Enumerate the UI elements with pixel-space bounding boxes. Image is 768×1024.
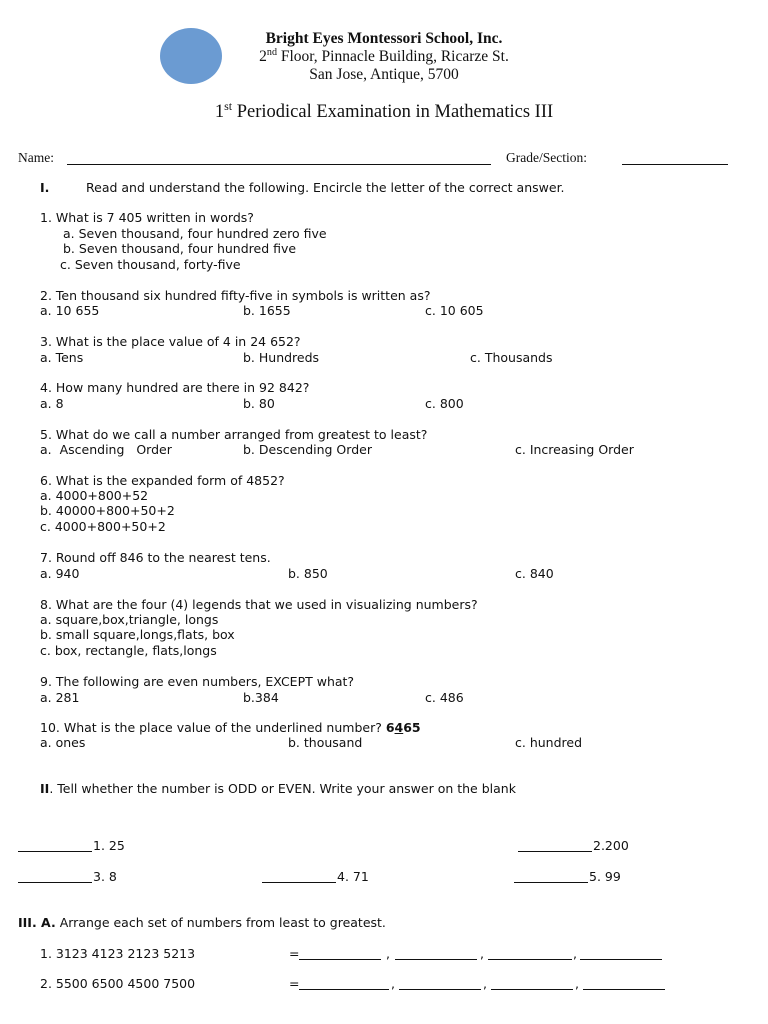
- option-b[interactable]: b. Hundreds: [243, 350, 320, 365]
- option-b[interactable]: b. Seven thousand, four hundred five: [63, 241, 297, 256]
- option-a[interactable]: a. 4000+800+52: [40, 488, 149, 503]
- part3-instruction: III. A. Arrange each set of numbers from least to greatest.: [18, 915, 386, 930]
- option-c[interactable]: c. hundred: [515, 735, 583, 750]
- answer-blank[interactable]: [18, 882, 92, 883]
- option-c[interactable]: c. Seven thousand, forty-five: [60, 257, 241, 272]
- part1-roman: I.: [40, 180, 50, 195]
- answer-blank[interactable]: [399, 989, 481, 990]
- option-a[interactable]: a. 10 655: [40, 303, 100, 318]
- part1-instruction: Read and understand the following. Encircle the letter of the correct answer.: [86, 180, 565, 195]
- equals-sign: =: [289, 946, 300, 961]
- option-b[interactable]: b. 850: [288, 566, 328, 581]
- name-label: Name:: [18, 150, 54, 165]
- arrange-question: 2. 5500 6500 4500 7500: [40, 976, 196, 991]
- option-b[interactable]: b. Descending Order: [243, 442, 372, 457]
- answer-blank[interactable]: [514, 882, 588, 883]
- answer-blank[interactable]: [299, 959, 381, 960]
- separator: ,: [391, 976, 395, 991]
- option-a[interactable]: a. 281: [40, 690, 80, 705]
- equals-sign: =: [289, 976, 300, 991]
- option-a[interactable]: a. ones: [40, 735, 86, 750]
- option-c[interactable]: c. box, rectangle, flats,longs: [40, 643, 217, 658]
- odd-even-item: 4. 71: [337, 869, 369, 884]
- question-text: 7. Round off 846 to the nearest tens.: [40, 550, 271, 565]
- question-text: 4. How many hundred are there in 92 842?: [40, 380, 310, 395]
- option-a[interactable]: a. Ascending Order: [40, 442, 172, 457]
- answer-blank[interactable]: [580, 959, 662, 960]
- odd-even-item: 5. 99: [589, 869, 621, 884]
- option-a[interactable]: a. square,box,triangle, longs: [40, 612, 219, 627]
- option-c[interactable]: c. 800: [425, 396, 464, 411]
- option-a[interactable]: a. 940: [40, 566, 80, 581]
- question-text: 1. What is 7 405 written in words?: [40, 210, 254, 225]
- answer-blank[interactable]: [518, 851, 592, 852]
- question-text: 9. The following are even numbers, EXCEPT what?: [40, 674, 355, 689]
- option-a[interactable]: a. Seven thousand, four hundred zero five: [63, 226, 327, 241]
- name-field[interactable]: [67, 164, 491, 165]
- option-c[interactable]: c. 10 605: [425, 303, 484, 318]
- grade-field[interactable]: [622, 164, 728, 165]
- option-b[interactable]: b. small square,longs,flats, box: [40, 627, 235, 642]
- option-c[interactable]: c. 486: [425, 690, 464, 705]
- school-address: 2nd Floor, Pinnacle Building, Ricarze St.: [259, 46, 509, 65]
- arrange-question: 1. 3123 4123 2123 5213: [40, 946, 196, 961]
- odd-even-item: 1. 25: [93, 838, 125, 853]
- odd-even-item: 3. 8: [93, 869, 117, 884]
- option-c[interactable]: c. 840: [515, 566, 554, 581]
- part2-instruction: II. Tell whether the number is ODD or EVEN. Write your answer on the blank: [40, 781, 516, 796]
- question-text: 8. What are the four (4) legends that we used in visualizing numbers?: [40, 597, 478, 612]
- separator: ,: [575, 976, 579, 991]
- answer-blank[interactable]: [299, 989, 389, 990]
- underlined-number: 6465: [385, 720, 421, 735]
- question-text: 10. What is the place value of the underlined number? 6465: [40, 720, 421, 735]
- separator: ,: [386, 946, 390, 961]
- option-c[interactable]: c. 4000+800+50+2: [40, 519, 166, 534]
- answer-blank[interactable]: [491, 989, 573, 990]
- school-name: Bright Eyes Montessori School, Inc.: [265, 30, 503, 47]
- question-text: 5. What do we call a number arranged from greatest to least?: [40, 427, 428, 442]
- separator: ,: [573, 946, 577, 961]
- answer-blank[interactable]: [262, 882, 336, 883]
- question-text: 6. What is the expanded form of 4852?: [40, 473, 285, 488]
- option-b[interactable]: b.384: [243, 690, 279, 705]
- answer-blank[interactable]: [583, 989, 665, 990]
- option-a[interactable]: a. Tens: [40, 350, 84, 365]
- separator: ,: [480, 946, 484, 961]
- answer-blank[interactable]: [18, 851, 92, 852]
- option-b[interactable]: b. 80: [243, 396, 275, 411]
- question-text: 2. Ten thousand six hundred fifty-five in symbols is written as?: [40, 288, 431, 303]
- option-a[interactable]: a. 8: [40, 396, 64, 411]
- separator: ,: [483, 976, 487, 991]
- option-b[interactable]: b. 1655: [243, 303, 291, 318]
- answer-blank[interactable]: [395, 959, 477, 960]
- odd-even-item: 2.200: [593, 838, 629, 853]
- option-b[interactable]: b. 40000+800+50+2: [40, 503, 175, 518]
- option-c[interactable]: c. Increasing Order: [515, 442, 634, 457]
- answer-blank[interactable]: [488, 959, 572, 960]
- exam-title: 1st Periodical Examination in Mathematics III: [214, 98, 554, 122]
- grade-label: Grade/Section:: [506, 150, 587, 165]
- option-c[interactable]: c. Thousands: [470, 350, 553, 365]
- option-b[interactable]: b. thousand: [288, 735, 363, 750]
- school-city: San Jose, Antique, 5700: [309, 66, 459, 83]
- question-text: 3. What is the place value of 4 in 24 652?: [40, 334, 301, 349]
